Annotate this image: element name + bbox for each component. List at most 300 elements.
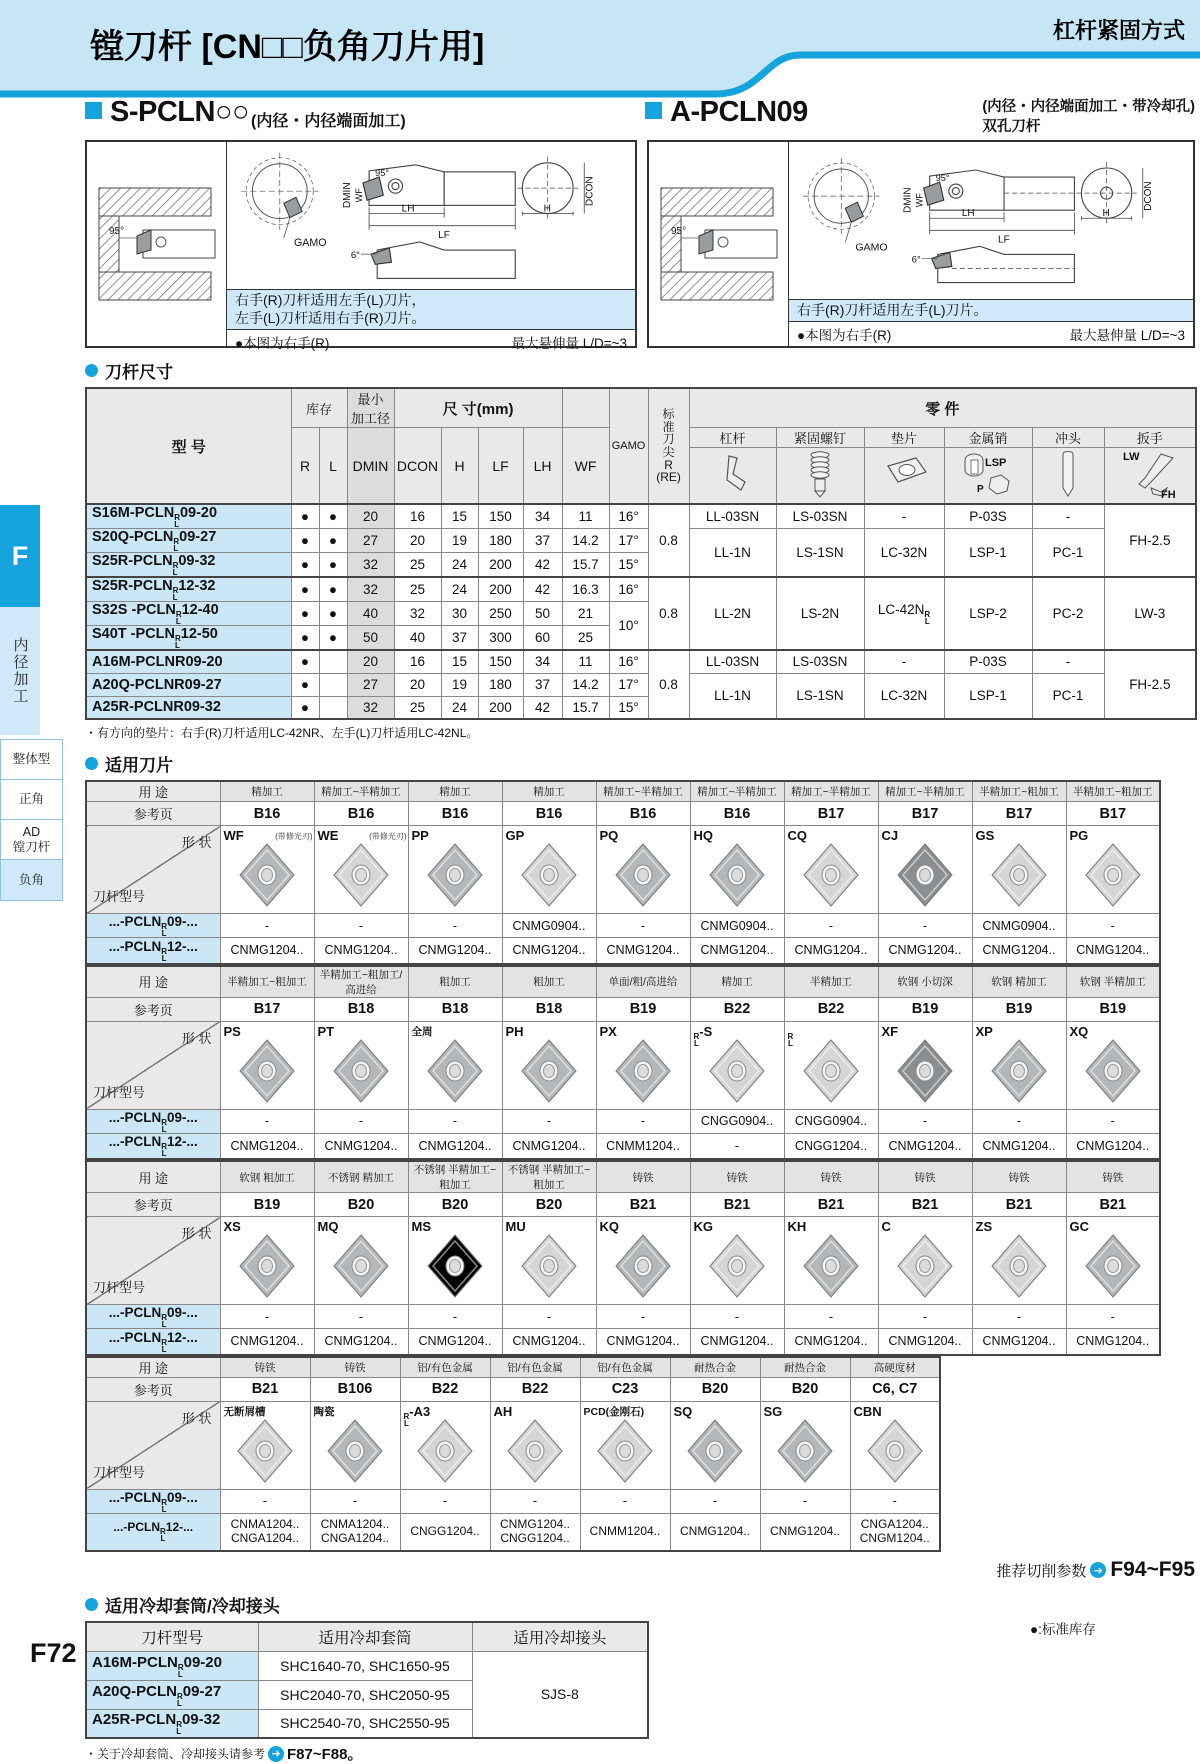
m12-row xyxy=(86,1133,1160,1159)
coolant-model: A16M-PCLN R L 09-20 xyxy=(86,1651,258,1680)
m09-cell: - xyxy=(1066,1109,1160,1133)
insert-image xyxy=(613,1233,673,1299)
shape-cell xyxy=(314,826,408,914)
size-cell: 16.3 xyxy=(562,577,609,602)
insert-group-0 xyxy=(85,780,1161,965)
insert-image xyxy=(801,842,861,908)
size-cell: 10° xyxy=(609,602,648,651)
insert-code: CQ xyxy=(787,828,807,843)
size-cell: 27 xyxy=(347,673,394,696)
punch-icon xyxy=(1059,448,1077,500)
shape-cell xyxy=(580,1401,670,1489)
size-cell: 15 xyxy=(441,504,478,529)
use-cell: 精加工 xyxy=(220,781,314,802)
use-cell: 铸铁 xyxy=(596,1161,690,1193)
col-model: 型 号 xyxy=(86,388,291,504)
size-row-6 xyxy=(86,650,1196,673)
use-row xyxy=(86,781,1160,802)
use-cell: 铝/有色金属 xyxy=(490,1357,580,1378)
sidebar-item-0[interactable]: 整体型 xyxy=(1,740,62,780)
page-cell: B22 xyxy=(784,997,878,1021)
use-cell: 铝/有色金属 xyxy=(580,1357,670,1378)
insert-code: KG xyxy=(693,1219,713,1234)
size-cell: ● xyxy=(319,602,347,626)
tool-drawing xyxy=(789,142,1193,299)
use-label: 用 途 xyxy=(86,1357,220,1378)
insert-code: MS xyxy=(411,1219,431,1234)
page-cell: B19 xyxy=(1066,997,1160,1021)
use-cell: 铸铁 xyxy=(878,1161,972,1193)
size-cell: P-03S xyxy=(944,650,1032,673)
svg-text:LH: LH xyxy=(401,203,415,215)
insert-image xyxy=(325,1418,385,1484)
size-cell: 40 xyxy=(347,602,394,626)
insert-code: PG xyxy=(1069,828,1089,843)
m09-cell: - xyxy=(670,1489,760,1513)
size-cell: 15.7 xyxy=(562,553,609,578)
m12-cell: - xyxy=(690,1133,784,1159)
holder-size-table xyxy=(85,387,1197,720)
page-cell: B21 xyxy=(220,1377,310,1401)
insert-image xyxy=(1083,842,1143,908)
insert-image xyxy=(331,1233,391,1299)
svg-text:LW: LW xyxy=(1122,451,1140,463)
size-cell: 32 xyxy=(347,577,394,602)
use-cell: 粗加工 xyxy=(502,966,596,998)
size-cell: 0.8 xyxy=(648,504,689,577)
page-cell: B19 xyxy=(878,997,972,1021)
page-row xyxy=(86,997,1160,1021)
holder-label: 刀杆型号 xyxy=(93,1280,146,1295)
m12-cell: CNMG1204.. xyxy=(502,1329,596,1355)
svg-text:95°: 95° xyxy=(109,226,125,237)
use-row xyxy=(86,1161,1160,1193)
use-cell: 半精加工~粗加工/高进给 xyxy=(314,966,408,998)
size-cell: 200 xyxy=(478,696,523,719)
page-title: 镗刀杆 [CN□□负角刀片用] xyxy=(90,28,485,66)
shape-cell xyxy=(878,1217,972,1305)
insert-image xyxy=(989,1038,1049,1104)
clamp-type-label: 杠杆紧固方式 xyxy=(1052,18,1185,43)
model-cell: S32S -PCLN R L 12-40 xyxy=(86,602,291,626)
m09-cell: CNMG0904.. xyxy=(972,914,1066,938)
m09-cell: - xyxy=(972,1109,1066,1133)
blue-square-icon xyxy=(645,102,662,119)
size-cell: ● xyxy=(291,602,319,626)
size-cell: ● xyxy=(291,696,319,719)
rl-mark: R L xyxy=(161,1337,167,1354)
workpiece-diagram xyxy=(649,142,789,346)
m12-cell: CNMA1204.. CNGA1204.. xyxy=(220,1513,310,1551)
m12-cell: CNMG1204.. xyxy=(596,1329,690,1355)
insert-image xyxy=(425,842,485,908)
m09-cell: - xyxy=(314,914,408,938)
shape-cell xyxy=(878,1021,972,1109)
section-s-pcln-title xyxy=(85,96,645,131)
shim-footnote-text: ・有方向的垫片：右手(R)刀杆适用LC-42NR、左手(L)刀杆适用LC-42NL。 xyxy=(85,726,479,740)
shape-cell xyxy=(784,1217,878,1305)
insert-image xyxy=(707,842,767,908)
col-L: L xyxy=(319,428,347,505)
use-cell: 精加工~半精加工 xyxy=(596,781,690,802)
m09-cell: - xyxy=(878,1305,972,1329)
rl-mark: R L xyxy=(161,1313,167,1329)
size-cell: 25 xyxy=(394,696,441,719)
shape-cell xyxy=(596,826,690,914)
m09-cell: CNMG0904.. xyxy=(690,914,784,938)
insert-code: XF xyxy=(881,1023,899,1039)
size-cell: LC-42N R L xyxy=(864,577,944,650)
size-cell: 20 xyxy=(347,504,394,529)
use-cell: 不锈钢 半精加工~粗加工 xyxy=(408,1161,502,1193)
part-name: 金属销 xyxy=(944,428,1032,448)
stock-legend: ●:标准库存 xyxy=(1030,1622,1096,1637)
use-label: 用 途 xyxy=(86,966,220,998)
hand-note: 右手(R)刀杆适用左手(L)刀片。 xyxy=(789,299,1193,322)
col-re: 标 准 刀 尖 R (RE) xyxy=(648,388,689,504)
insert-code: SQ xyxy=(673,1403,693,1419)
size-cell: 0.8 xyxy=(648,577,689,650)
m12-cell: CNGG1204.. xyxy=(400,1513,490,1551)
size-cell: 250 xyxy=(478,602,523,626)
part-name: 冲头 xyxy=(1032,428,1104,448)
size-cell: ● xyxy=(291,529,319,553)
shape-label: 形 状 xyxy=(181,835,212,850)
shape-cell xyxy=(220,1401,310,1489)
col-LF: LF xyxy=(478,428,523,505)
m09-cell: - xyxy=(850,1489,940,1513)
size-cell: 16° xyxy=(609,504,648,529)
m12-cell: CNMG1204.. xyxy=(220,1329,314,1355)
blue-dot-icon xyxy=(85,1598,98,1611)
rl-mark: R L xyxy=(161,1117,167,1134)
m12-cell: CNMG1204.. xyxy=(760,1513,850,1551)
m12-cell: CNMG1204.. xyxy=(670,1513,760,1551)
workpiece-art xyxy=(87,142,225,346)
size-cell: - xyxy=(864,504,944,529)
coolant-title-text: 适用冷却套筒/冷却接头 xyxy=(105,1597,280,1616)
col-WF: WF xyxy=(562,428,609,505)
a-pcln-subs xyxy=(982,96,1195,137)
clamp-screw-icon xyxy=(807,449,833,499)
size-cell: 24 xyxy=(441,553,478,578)
size-cell: 37 xyxy=(523,673,562,696)
size-cell: 21 xyxy=(562,602,609,626)
svg-text:GAMO: GAMO xyxy=(293,236,327,249)
page-cell: B17 xyxy=(784,802,878,826)
insert-code: R L -S xyxy=(693,1023,713,1048)
m12-cell: CNMG1204.. xyxy=(1066,1329,1160,1355)
m12-cell: CNMG1204.. xyxy=(220,1133,314,1159)
size-cell: ● xyxy=(291,650,319,673)
page-cell: C6, C7 xyxy=(850,1377,940,1401)
coolant-footnote xyxy=(85,1743,1195,1764)
page-cell: B21 xyxy=(690,1193,784,1217)
m12-cell: CNMG1204.. xyxy=(1066,938,1160,964)
size-cell: ● xyxy=(291,504,319,529)
shape-cell xyxy=(314,1021,408,1109)
m12-cell: CNMG1204.. xyxy=(502,938,596,964)
insert-code: KQ xyxy=(599,1219,619,1234)
shape-cell xyxy=(220,1021,314,1109)
m09-label: ...-PCLN R L 09-... xyxy=(86,1489,220,1513)
sidebar-category-label: 内径加工 xyxy=(11,637,29,705)
insert-image xyxy=(519,1038,579,1104)
use-cell: 粗加工 xyxy=(408,966,502,998)
size-cell: 24 xyxy=(441,577,478,602)
page-cell: B17 xyxy=(1066,802,1160,826)
size-cell: 20 xyxy=(394,529,441,553)
m12-cell: CNMG1204.. xyxy=(408,1329,502,1355)
size-cell: 15° xyxy=(609,696,648,719)
shape-cell xyxy=(596,1217,690,1305)
page-cell: C23 xyxy=(580,1377,670,1401)
insert-code: XS xyxy=(223,1219,241,1234)
part-name: 垫片 xyxy=(864,428,944,448)
part-name: 杠杆 xyxy=(689,428,776,448)
tool-drawing-svg xyxy=(227,142,635,289)
page-cell: B19 xyxy=(596,997,690,1021)
size-cell: LSP-1 xyxy=(944,529,1032,578)
size-cell: 42 xyxy=(523,553,562,578)
coolant-row-0 xyxy=(86,1651,648,1680)
insert-code: MQ xyxy=(317,1219,339,1234)
page-cell: B19 xyxy=(972,997,1066,1021)
rl-mark: R L xyxy=(175,610,182,626)
insert-image xyxy=(1083,1038,1143,1104)
page-label: 参考页 xyxy=(86,1193,220,1217)
size-cell: LC-32N xyxy=(864,529,944,578)
size-row-3 xyxy=(86,577,1196,602)
insert-image xyxy=(415,1418,475,1484)
size-cell: ● xyxy=(319,529,347,553)
use-cell: 精加工~半精加工 xyxy=(784,781,878,802)
m09-row xyxy=(86,1109,1160,1133)
size-cell: 17° xyxy=(609,673,648,696)
use-cell: 半精加工~粗加工 xyxy=(1066,781,1160,802)
insert-image xyxy=(801,1233,861,1299)
insert-code: GS xyxy=(975,828,995,843)
size-cell: 200 xyxy=(478,577,523,602)
insert-code: PS xyxy=(223,1023,241,1039)
size-cell: FH-2.5 xyxy=(1104,504,1196,577)
insert-image xyxy=(235,1418,295,1484)
m09-cell: - xyxy=(490,1489,580,1513)
tool-diagram-cell xyxy=(227,142,635,352)
section-title-row xyxy=(85,96,1195,138)
sidebar-item-3[interactable]: 负角 xyxy=(1,860,62,900)
m09-cell: - xyxy=(502,1109,596,1133)
m09-cell: - xyxy=(690,1305,784,1329)
insert-code: CJ xyxy=(881,828,899,843)
shape-cell xyxy=(690,826,784,914)
insert-image xyxy=(331,842,391,908)
shape-cell xyxy=(220,826,314,914)
page-row xyxy=(86,802,1160,826)
shape-row xyxy=(86,1217,1160,1305)
col-DCON: DCON xyxy=(394,428,441,505)
insert-code: GC xyxy=(1069,1219,1089,1234)
m09-label: ...-PCLN R L 09-... xyxy=(86,1109,220,1133)
m12-cell: CNMM1204.. xyxy=(596,1133,690,1159)
size-cell: LS-2N xyxy=(776,577,864,650)
model-cell: S16M-PCLN R L 09-20 xyxy=(86,504,291,529)
shape-cell xyxy=(1066,1217,1160,1305)
m09-cell: - xyxy=(972,1305,1066,1329)
use-cell: 高硬度材 xyxy=(850,1357,940,1378)
m09-cell: - xyxy=(596,914,690,938)
svg-text:DMIN: DMIN xyxy=(341,182,353,209)
page-cell: B106 xyxy=(310,1377,400,1401)
m12-label: ...-PCLN R L 12-... xyxy=(86,938,220,964)
m12-cell: CNMG1204.. xyxy=(972,938,1066,964)
page-cell: B21 xyxy=(1066,1193,1160,1217)
size-cell: 150 xyxy=(478,504,523,529)
sidebar-section-tab[interactable]: F xyxy=(0,505,40,607)
m09-cell: - xyxy=(400,1489,490,1513)
m12-cell: CNMG1204.. xyxy=(596,938,690,964)
page-label: 参考页 xyxy=(86,1377,220,1401)
use-cell: 铸铁 xyxy=(972,1161,1066,1193)
size-cell: LL-1N xyxy=(689,529,776,578)
shape-cell xyxy=(784,1021,878,1109)
size-cell: ● xyxy=(319,577,347,602)
size-cell: 19 xyxy=(441,673,478,696)
size-cell: LSP-1 xyxy=(944,673,1032,719)
coolant-joint: SJS-8 xyxy=(472,1651,648,1738)
col-H: H xyxy=(441,428,478,505)
size-cell: 14.2 xyxy=(562,529,609,553)
insert-image xyxy=(237,842,297,908)
col-R: R xyxy=(291,428,319,505)
shape-cell xyxy=(310,1401,400,1489)
blue-dot-icon xyxy=(85,757,98,770)
shim-footnote xyxy=(85,724,1195,741)
m09-cell: CNMG0904.. xyxy=(502,914,596,938)
shape-cell xyxy=(972,1217,1066,1305)
insert-code xyxy=(788,1024,794,1047)
size-cell xyxy=(319,696,347,719)
m12-cell: CNMG1204.. xyxy=(878,1329,972,1355)
svg-text:95°: 95° xyxy=(375,167,389,178)
shape-cell xyxy=(502,826,596,914)
m09-cell: - xyxy=(1066,1305,1160,1329)
svg-text:H: H xyxy=(1102,208,1110,220)
insert-image xyxy=(1083,1233,1143,1299)
size-cell: 16° xyxy=(609,650,648,673)
hand-note: 右手(R)刀杆适用左手(L)刀片， 左手(L)刀杆适用右手(R)刀片。 xyxy=(227,289,635,329)
part-name: 紧固螺钉 xyxy=(776,428,864,448)
page-cell: B20 xyxy=(502,1193,596,1217)
page-cell: B20 xyxy=(408,1193,502,1217)
sidebar-item-2[interactable]: AD 镗刀杆 xyxy=(1,820,62,860)
rl-mark: R L xyxy=(403,1411,410,1428)
page-cell: B18 xyxy=(314,997,408,1021)
a-pcln-diagram-box xyxy=(647,140,1195,348)
page-cell: B22 xyxy=(400,1377,490,1401)
m09-cell: - xyxy=(408,1109,502,1133)
coolant-header-row xyxy=(86,1622,648,1651)
insert-code: CBN xyxy=(853,1403,882,1419)
coolant-header: 适用冷却套筒 xyxy=(258,1622,472,1651)
use-cell: 铸铁 xyxy=(1066,1161,1160,1193)
rl-mark: R L xyxy=(160,1527,166,1544)
size-cell: 50 xyxy=(523,602,562,626)
size-cell: 27 xyxy=(347,529,394,553)
size-cell: 200 xyxy=(478,553,523,578)
header-banner xyxy=(0,0,1200,110)
size-cell: LS-1SN xyxy=(776,673,864,719)
page-cell: B16 xyxy=(502,802,596,826)
insert-code: WF xyxy=(223,828,244,843)
metal-pin-icon xyxy=(957,448,1019,500)
size-cell: ● xyxy=(291,673,319,696)
tool-drawing xyxy=(227,142,635,289)
m09-cell: - xyxy=(596,1109,690,1133)
insert-image xyxy=(425,1233,485,1299)
shape-cell xyxy=(1066,1021,1160,1109)
insert-code: HQ xyxy=(693,828,713,843)
page-label: 参考页 xyxy=(86,802,220,826)
m12-label: ...-PCLN R L 12-... xyxy=(86,1513,220,1551)
size-table-title-text: 刀杆尺寸 xyxy=(105,363,173,382)
content xyxy=(85,96,1195,1764)
sidebar-item-1[interactable]: 正角 xyxy=(1,780,62,820)
svg-text:GAMO: GAMO xyxy=(855,241,888,254)
use-cell: 不锈钢 精加工 xyxy=(314,1161,408,1193)
use-cell: 精加工~半精加工 xyxy=(878,781,972,802)
size-cell: 42 xyxy=(523,696,562,719)
svg-text:6°: 6° xyxy=(911,254,921,266)
a-pcln-sub2: 双孔刀杆 xyxy=(982,118,1041,135)
insert-code: XQ xyxy=(1069,1023,1089,1039)
insert-code: R L -A3 xyxy=(403,1403,431,1428)
shape-holder-label xyxy=(86,1401,220,1489)
m09-cell: - xyxy=(220,914,314,938)
insert-code: KH xyxy=(787,1219,807,1234)
col-wf-spacer xyxy=(562,388,609,428)
shape-cell xyxy=(850,1401,940,1489)
use-cell: 软钢 粗加工 xyxy=(220,1161,314,1193)
holder-label: 刀杆型号 xyxy=(93,1464,146,1480)
page-cell: B16 xyxy=(314,802,408,826)
page-cell: B22 xyxy=(490,1377,580,1401)
insert-note: (带修光刃) xyxy=(275,832,313,841)
use-cell: 软钢 半精加工 xyxy=(1066,966,1160,998)
shape-cell xyxy=(314,1217,408,1305)
size-cell: - xyxy=(864,650,944,673)
size-cell: ● xyxy=(291,577,319,602)
diagram-row xyxy=(85,140,1195,352)
m09-cell: - xyxy=(314,1305,408,1329)
svg-text:FH: FH xyxy=(1160,489,1176,501)
m09-label: ...-PCLN R L 09-... xyxy=(86,914,220,938)
m09-cell: - xyxy=(580,1489,670,1513)
insert-code: PH xyxy=(505,1023,524,1039)
use-cell: 铸铁 xyxy=(690,1161,784,1193)
shape-cell xyxy=(784,826,878,914)
size-cell: LSP-2 xyxy=(944,577,1032,650)
rl-mark: R L xyxy=(787,1031,794,1048)
size-cell: 42 xyxy=(523,577,562,602)
coolant-sleeve: SHC2040-70, SHC2050-95 xyxy=(258,1680,472,1709)
shape-holder-label xyxy=(86,826,220,914)
shape-row xyxy=(86,1401,940,1489)
sidebar-category-tab[interactable] xyxy=(0,607,40,735)
page-cell: B18 xyxy=(502,997,596,1021)
m12-cell: CNMG1204.. xyxy=(972,1329,1066,1355)
size-cell: 30 xyxy=(441,602,478,626)
